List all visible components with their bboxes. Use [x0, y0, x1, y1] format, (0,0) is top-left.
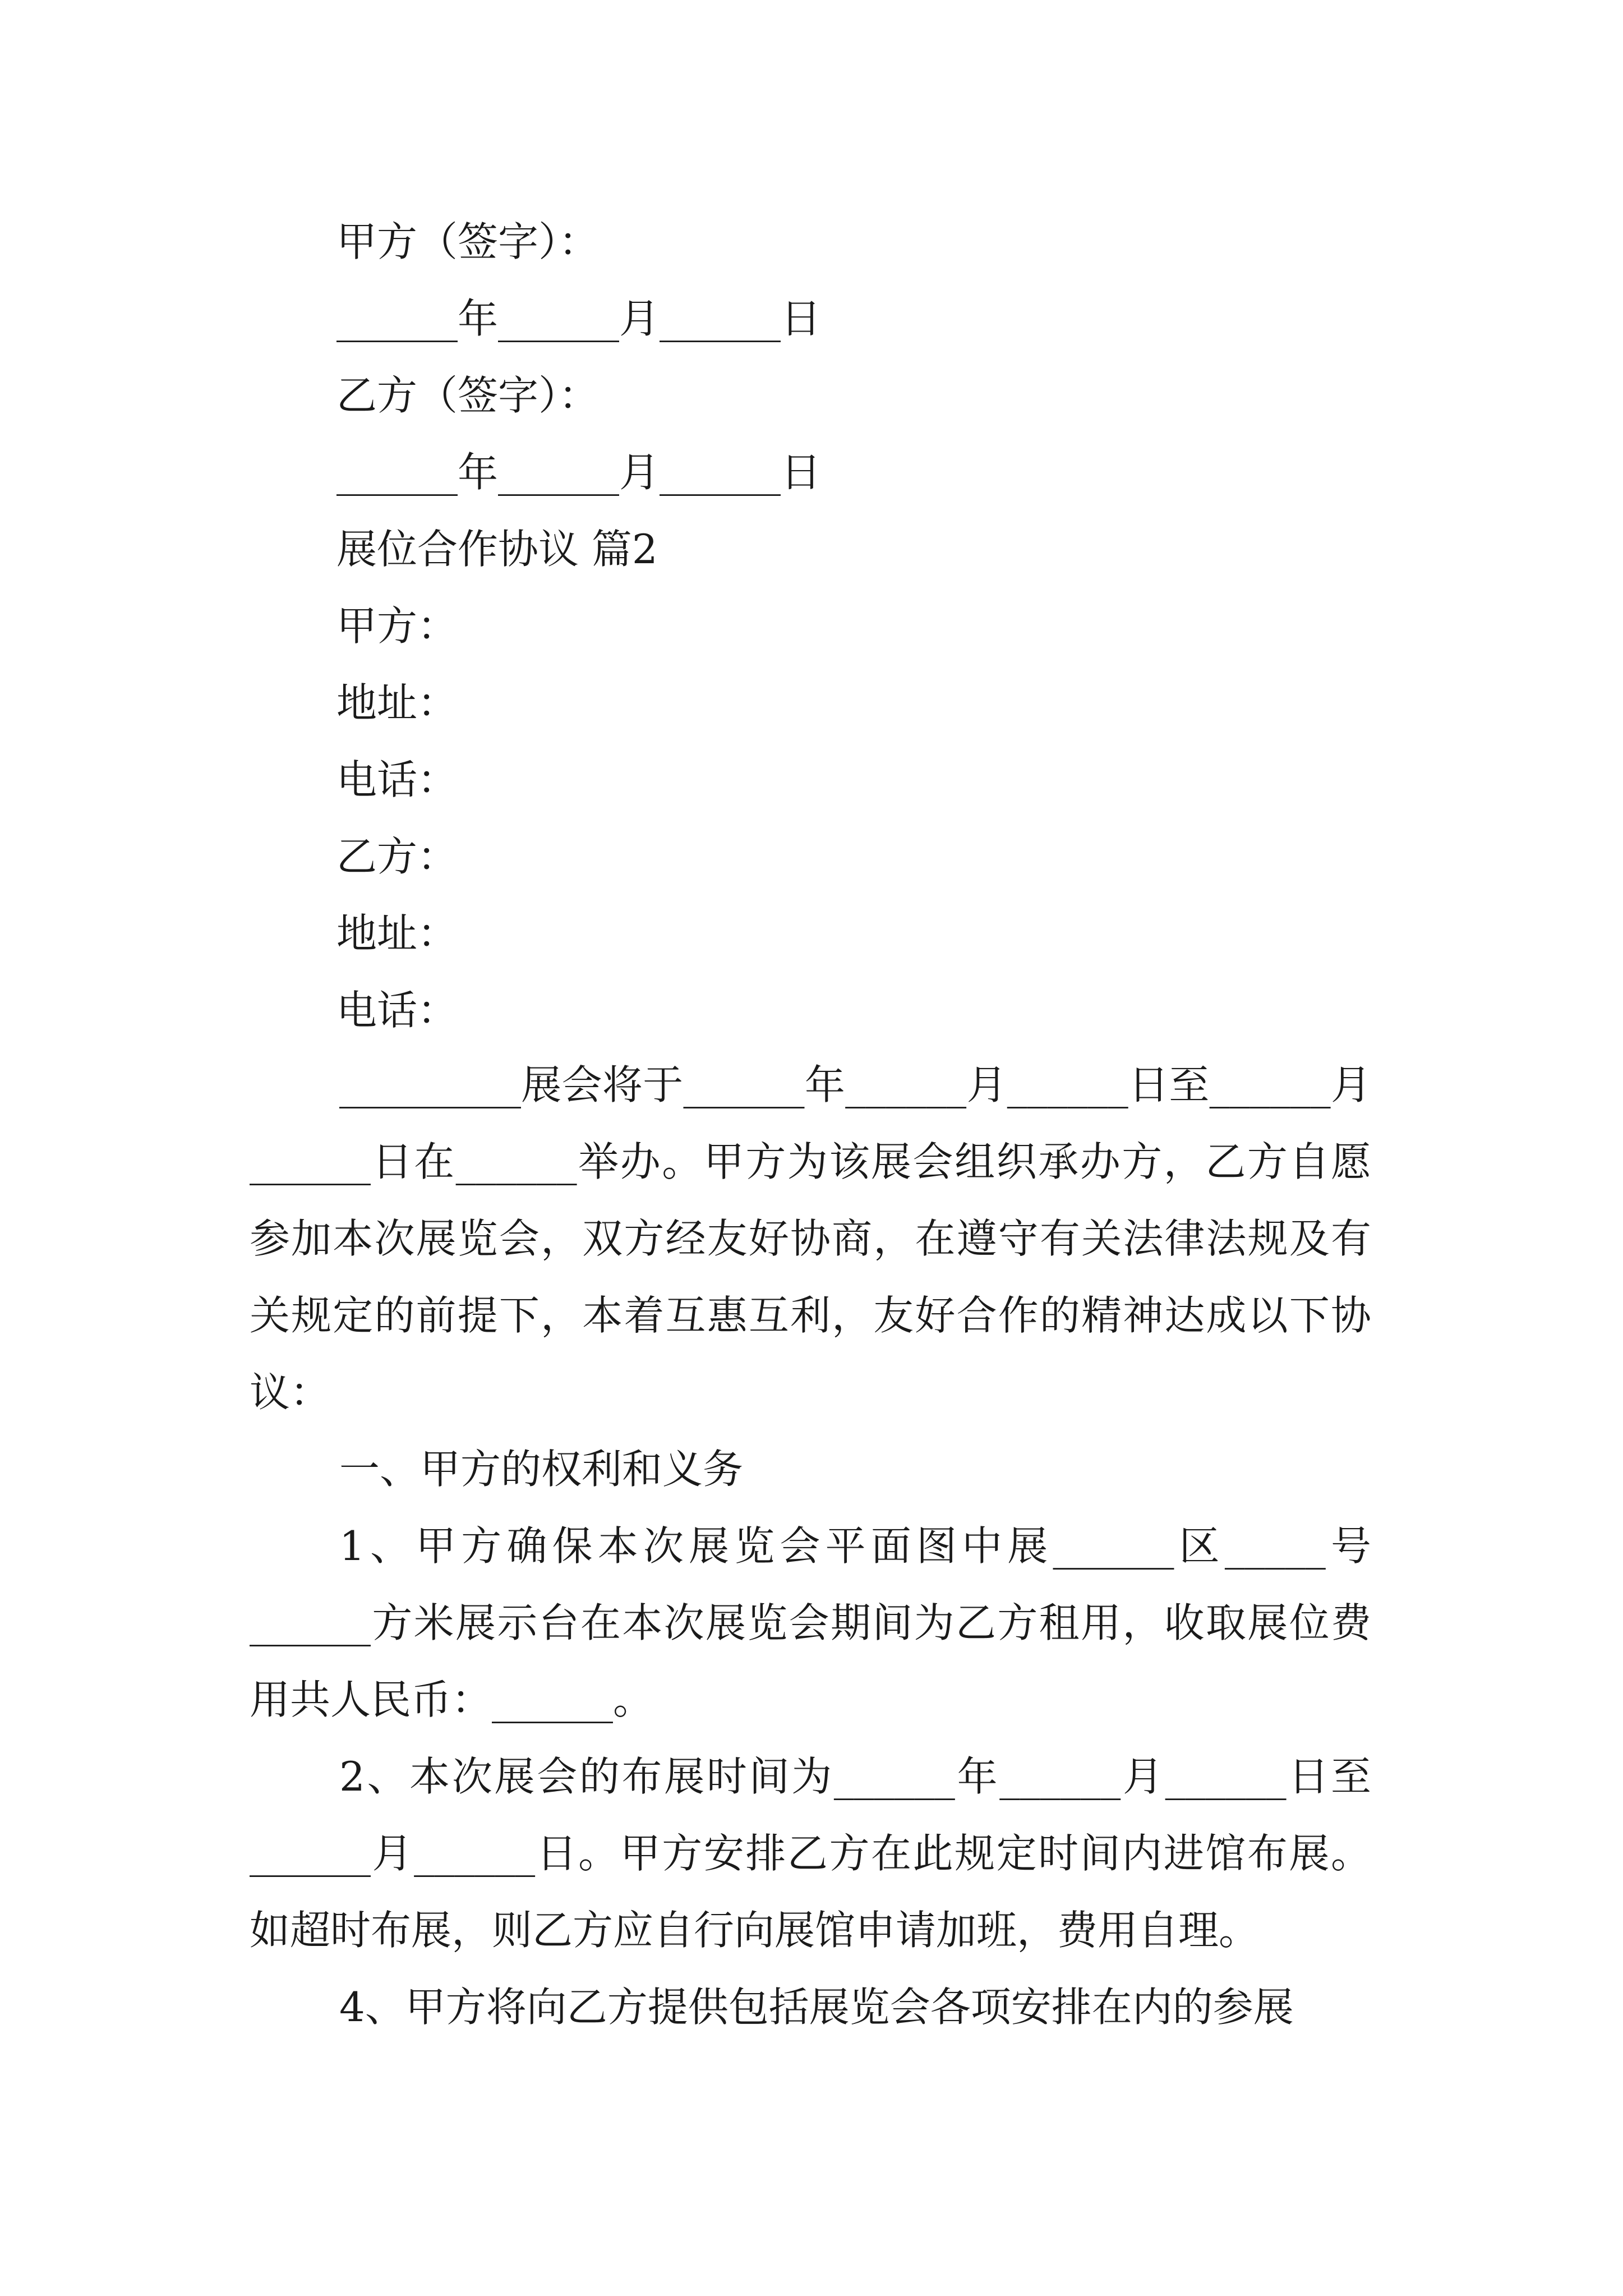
section-heading-party-a-rights: 一、甲方的权利和义务: [339, 1446, 744, 1493]
party-a-address-label: 地址：: [336, 679, 458, 726]
party-a-signature-label: 甲方（签字）：: [336, 218, 600, 265]
intro-paragraph: _________展会将于______年______月______日至______月______日在______举办。甲方为该展会组织承办方，乙方自愿参加本次展览会，双方经友好协商，在遵守有关法律法规及有关规定的前提下，本着互惠互利，友好合作的精神达成以下协议：: [250, 1061, 1371, 1416]
party-a-label: 甲方：: [336, 602, 458, 650]
party-b-address-label: 地址：: [336, 910, 458, 957]
clause-2-paragraph: 2、本次展会的布展时间为______年______月______日至______月______日。甲方安排乙方在此规定时间内进馆布展。如超时布展，则乙方应自行向展馆申请加班，费用自理。: [250, 1753, 1371, 1954]
party-a-date-line: ______年______月______日: [336, 295, 821, 342]
party-b-date-line: ______年______月______日: [336, 449, 821, 496]
section-title: 展位合作协议 篇2: [336, 526, 658, 573]
party-b-phone-label: 电话：: [336, 987, 458, 1034]
clause-4-paragraph: 4、甲方将向乙方提供包括展览会各项安排在内的参展: [339, 1984, 1294, 2031]
clause-1-paragraph: 1、甲方确保本次展览会平面图中展______区_____号______方米展示台在本次展览会期间为乙方租用，收取展位费用共人民币：______。: [250, 1522, 1371, 1723]
party-b-label: 乙方：: [336, 833, 458, 880]
party-b-signature-label: 乙方（签字）：: [336, 372, 600, 419]
party-a-phone-label: 电话：: [336, 756, 458, 803]
